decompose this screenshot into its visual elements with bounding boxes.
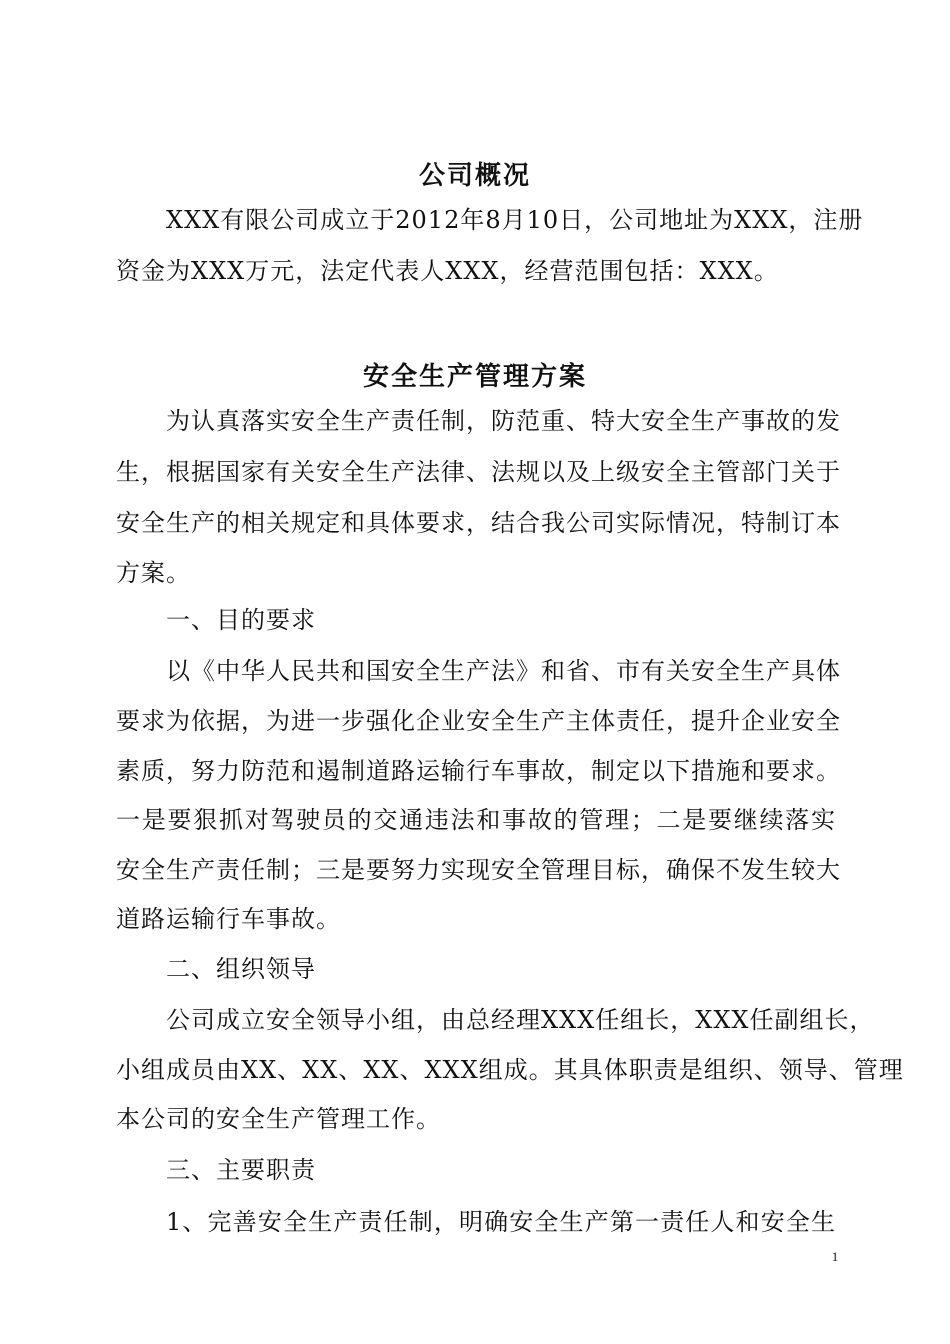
overview-line-1: XXX有限公司成立于2012年8月10日，公司地址为XXX，注册 [166, 206, 864, 234]
intro-line-4: 方案。 [116, 559, 191, 587]
section-title-safety-plan: 安全生产管理方案 [362, 362, 587, 392]
heading-responsibilities: 三、主要职责 [166, 1156, 316, 1184]
heading-purpose: 一、目的要求 [166, 606, 316, 634]
intro-line-1: 为认真落实安全生产责任制，防范重、特大安全生产事故的发 [166, 407, 841, 435]
purpose-line-2: 要求为依据，为进一步强化企业安全生产主体责任，提升企业安全 [116, 707, 841, 735]
purpose-line-6: 道路运输行车事故。 [116, 905, 341, 933]
responsibility-line-1: 1、完善安全生产责任制，明确安全生产第一责任人和安全生 [166, 1208, 836, 1236]
page-number: 1 [831, 1249, 839, 1264]
intro-line-3: 安全生产的相关规定和具体要求，结合我公司实际情况，特制订本 [116, 509, 841, 537]
heading-organization: 二、组织领导 [166, 955, 316, 983]
purpose-line-3: 素质，努力防范和遏制道路运输行车事故，制定以下措施和要求。 [116, 757, 841, 785]
purpose-line-5: 安全生产责任制；三是要努力实现安全管理目标，确保不发生较大 [116, 856, 841, 884]
intro-line-2: 生，根据国家有关安全生产法律、法规以及上级安全主管部门关于 [116, 458, 841, 486]
organization-line-1: 公司成立安全领导小组，由总经理XXX任组长，XXX任副组长， [166, 1006, 875, 1034]
purpose-line-4: 一是要狠抓对驾驶员的交通违法和事故的管理；二是要继续落实 [116, 806, 836, 834]
organization-line-3: 本公司的安全生产管理工作。 [116, 1105, 441, 1133]
organization-line-2: 小组成员由XX、XX、XX、XXX组成。其具体职责是组织、领导、管理 [116, 1056, 904, 1084]
purpose-line-1: 以《中华人民共和国安全生产法》和省、市有关安全生产具体 [166, 657, 841, 685]
section-title-company-overview: 公司概况 [418, 161, 531, 191]
overview-line-2: 资金为XXX万元，法定代表人XXX，经营范围包括：XXX。 [116, 257, 779, 285]
